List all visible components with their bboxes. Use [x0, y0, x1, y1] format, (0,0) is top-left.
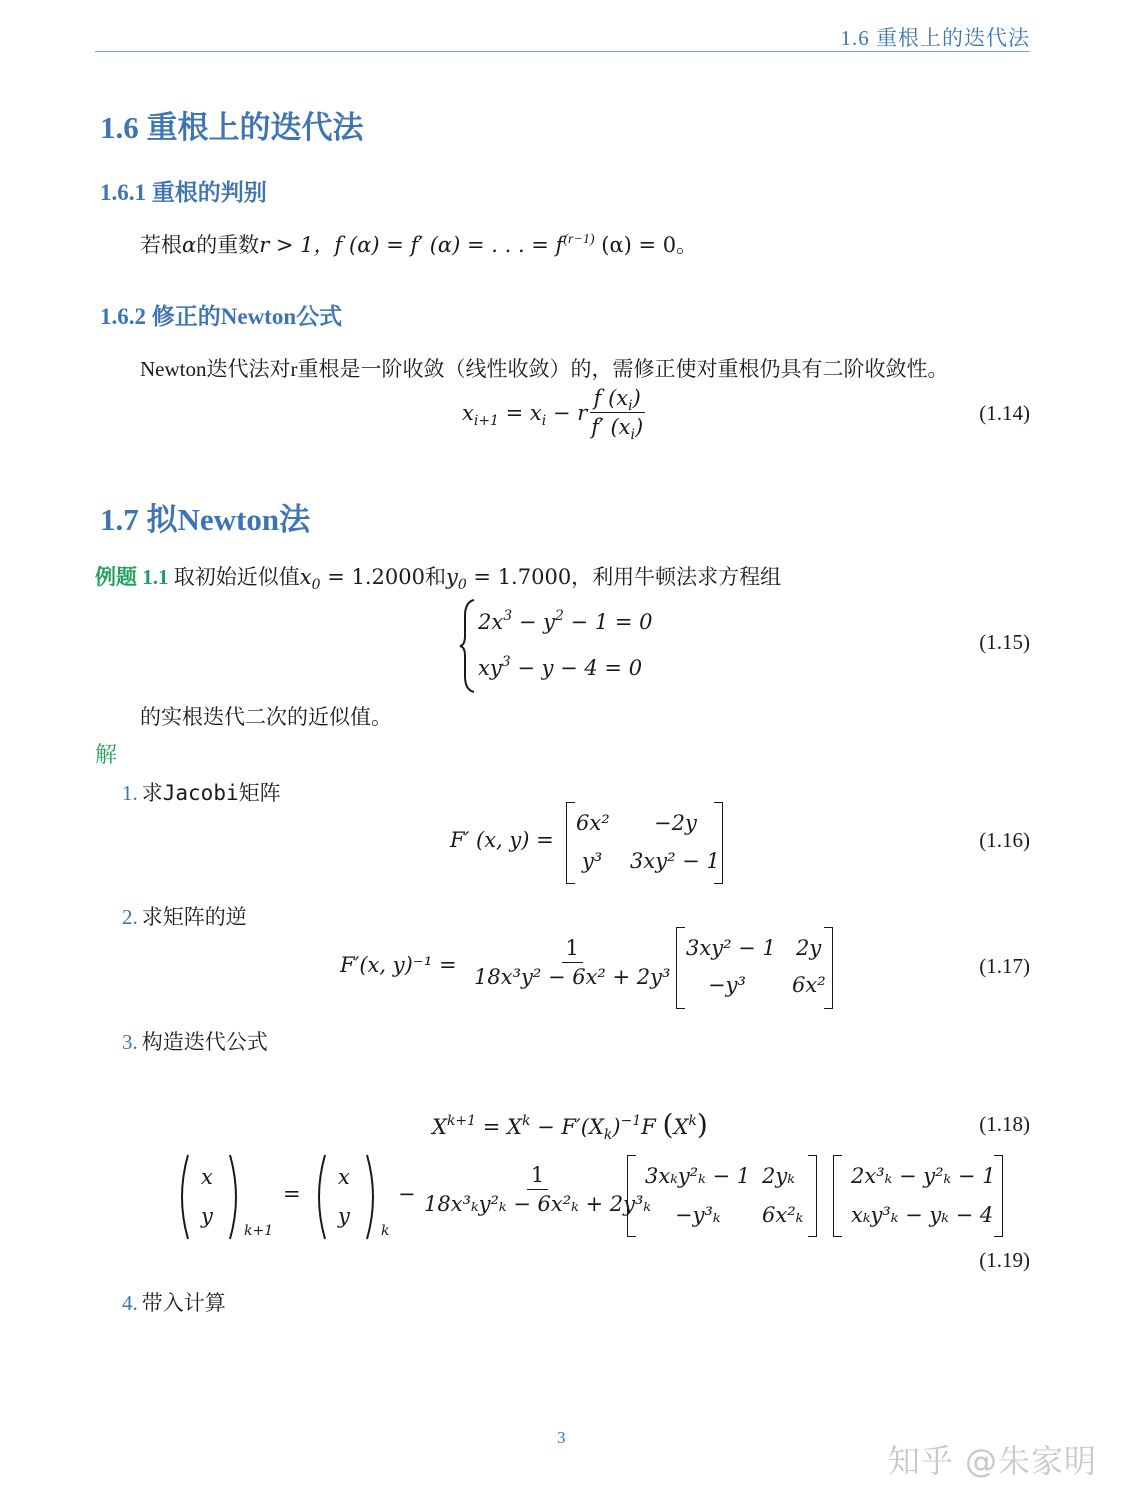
eq119-f1: 2x³ₖ − y²ₖ − 1 — [851, 1164, 996, 1188]
eq119-matrix-right-bracket — [808, 1155, 817, 1237]
system-equation-2: $xy^3 - y - 4 = 0$ — [478, 654, 643, 680]
system-brace — [458, 598, 476, 694]
eq119-m12: 2yₖ — [762, 1164, 795, 1188]
eq119-lhs-x: x — [201, 1165, 213, 1189]
eq119-m11: 3xₖy²ₖ − 1 — [645, 1164, 751, 1188]
eq119-minus: − — [398, 1182, 416, 1206]
equation-number-1-15: (1.15) — [979, 630, 1030, 654]
step-1-text: 求Jacobi矩阵 — [141, 781, 281, 805]
step-1 — [122, 777, 281, 807]
derivative-condition: f (α) = f′ (α) = . . . = f — [334, 233, 564, 257]
eq117-m12: 2y — [796, 936, 822, 960]
eq117-m11: 3xy² − 1 — [686, 936, 776, 960]
derivative-condition-end: (α) = 0。 — [594, 233, 698, 257]
derivative-order: (r−1) — [563, 232, 595, 247]
eq117-denominator: 18x³y² − 6x² + 2y³ — [474, 965, 671, 989]
header-rule — [95, 51, 1030, 52]
eq117-m21: −y³ — [708, 973, 746, 997]
example-statement: 例题 1.1 取初始近似值$x_0 = 1.2000$和$y_0 = 1.7000$，利用牛顿法求方程组 — [95, 565, 782, 593]
step-4-number: 4. — [122, 1291, 138, 1315]
equation-number-1-17: (1.17) — [979, 954, 1030, 978]
eq119-lhs-sub: k+1 — [244, 1223, 274, 1239]
equation-1-14 — [462, 386, 647, 443]
step-1-number: 1. — [122, 781, 138, 805]
example-tail: 的实根迭代二次的近似值。 — [140, 705, 392, 729]
step-2 — [122, 901, 247, 931]
multiplicity-statement — [140, 229, 697, 259]
eq117-left-bracket — [676, 927, 685, 1009]
eq119-f2: xₖy³ₖ − yₖ − 4 — [851, 1203, 994, 1227]
step-3 — [122, 1026, 268, 1056]
equation-number-1-16: (1.16) — [979, 828, 1030, 852]
statement-text-a: 若根 — [140, 233, 182, 257]
eq119-lhs-y: y — [201, 1204, 213, 1228]
eq114-lhs: $x_{i+1} = x_i - r$ — [462, 400, 588, 429]
example-label: 例题 1.1 — [95, 565, 169, 589]
zhihu-watermark: 知乎 @朱家明 — [887, 1442, 1097, 1480]
eq117-numerator: 1 — [562, 936, 583, 963]
subsection-heading-1-6-1: 1.6.1 重根的判别 — [100, 180, 267, 205]
eq119-vector-left-bracket — [833, 1155, 842, 1237]
page-number: 3 — [557, 1428, 566, 1447]
eq119-m22: 6x²ₖ — [762, 1203, 804, 1227]
step-2-number: 2. — [122, 905, 138, 929]
eq116-m22: 3xy² − 1 — [630, 849, 720, 873]
eq116-left-bracket — [566, 802, 575, 884]
eq116-m21: y³ — [582, 849, 603, 873]
eq119-equals: = — [283, 1182, 301, 1206]
eq116-m12: −2y — [654, 811, 697, 835]
step-4 — [122, 1287, 226, 1317]
statement-text-b: 的重数 — [196, 233, 260, 257]
equation-1-18: $X^{k+1} = X^k - F'(X_k)^{-1}F$ $(X^k)$ — [432, 1108, 708, 1143]
eq114-fraction: $\frac{f (x_i)}{f' (x_i)}$ — [591, 386, 644, 443]
eq116-lhs: F′ (x, y) = — [450, 828, 554, 852]
eq117-m22: 6x² — [792, 973, 826, 997]
step-4-text: 带入计算 — [141, 1291, 226, 1315]
equation-number-1-19: (1.19) — [979, 1248, 1030, 1272]
equation-number-1-18: (1.18) — [979, 1112, 1030, 1136]
step-3-number: 3. — [122, 1030, 138, 1054]
subsection-heading-1-6-2: 1.6.2 修正的Newton公式 — [100, 304, 343, 329]
eq119-rhs-y: y — [338, 1204, 350, 1228]
eq116-m11: 6x² — [576, 811, 610, 835]
eq117-fraction — [470, 936, 674, 989]
system-equation-1: $2x^3 - y^2 - 1 = 0$ — [478, 608, 653, 634]
step-3-text: 构造迭代公式 — [141, 1030, 268, 1054]
eq119-rhs-x: x — [338, 1165, 350, 1189]
eq119-denominator: 18x³ₖy²ₖ − 6x²ₖ + 2y³ₖ — [424, 1192, 652, 1216]
running-header: 1.6 重根上的迭代法 — [840, 26, 1030, 50]
eq119-matrix-left-bracket — [627, 1155, 636, 1237]
eq117-lhs: F′(x, y)⁻¹ = — [340, 953, 457, 977]
alpha-symbol: α — [182, 233, 197, 257]
section-heading-1-6: 1.6 重根上的迭代法 — [100, 110, 364, 145]
eq119-fraction — [420, 1163, 655, 1216]
eq119-m21: −y³ₖ — [675, 1203, 721, 1227]
multiplicity-condition: r > 1， — [259, 233, 335, 257]
step-2-text: 求矩阵的逆 — [141, 905, 247, 929]
newton-note: Newton迭代法对r重根是一阶收敛（线性收敛）的，需修正使对重根仍具有二阶收敛性。 — [140, 357, 949, 381]
eq119-numerator: 1 — [527, 1163, 548, 1190]
solution-label: 解 — [95, 742, 118, 767]
equation-number-1-14: (1.14) — [979, 401, 1030, 425]
section-heading-1-7: 1.7 拟Newton法 — [100, 502, 311, 537]
eq119-rhs-sub: k — [381, 1223, 390, 1239]
